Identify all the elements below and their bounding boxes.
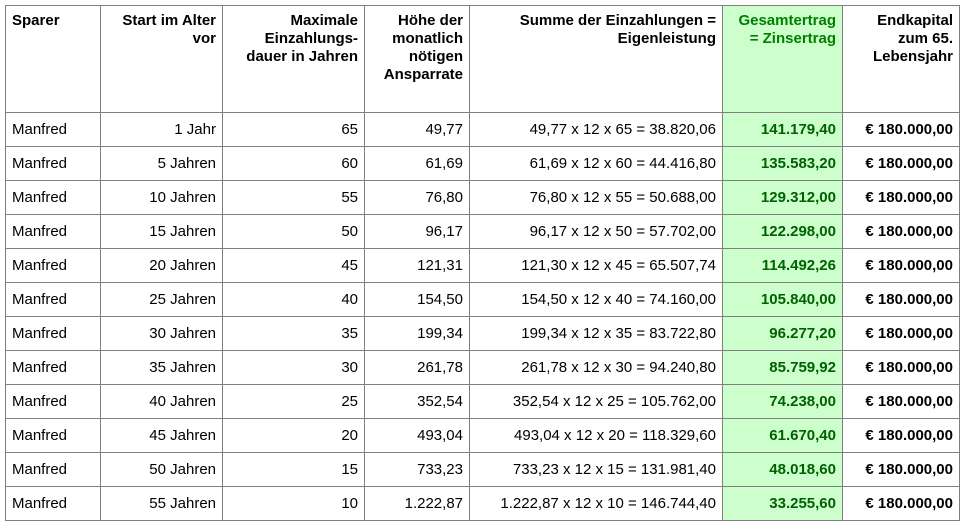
table-header-row: [6, 6, 960, 113]
cell-start-age: 10 Jahren: [101, 181, 223, 215]
cell-total-yield: 74.238,00: [723, 385, 843, 419]
cell-saver: Manfred: [6, 317, 101, 351]
cell-total-yield: 33.255,60: [723, 487, 843, 521]
cell-sum-deposits: 1.222,87 x 12 x 10 = 146.744,40: [470, 487, 723, 521]
cell-duration: 65: [223, 113, 365, 147]
cell-start-age: 25 Jahren: [101, 283, 223, 317]
table-row: [6, 317, 960, 351]
header-monthly-rate: Höhe der monatlich nötigen Ansparrate: [365, 6, 470, 113]
table-row: [6, 453, 960, 487]
header-total-yield: Gesamtertrag = Zinsertrag: [723, 6, 843, 113]
cell-total-yield: 48.018,60: [723, 453, 843, 487]
table-body: [6, 113, 960, 521]
cell-total-yield: 141.179,40: [723, 113, 843, 147]
cell-total-yield: 105.840,00: [723, 283, 843, 317]
cell-final-capital: € 180.000,00: [843, 487, 960, 521]
cell-final-capital: € 180.000,00: [843, 351, 960, 385]
cell-start-age: 30 Jahren: [101, 317, 223, 351]
cell-saver: Manfred: [6, 113, 101, 147]
cell-duration: 30: [223, 351, 365, 385]
cell-sum-deposits: 493,04 x 12 x 20 = 118.329,60: [470, 419, 723, 453]
header-final-capital: Endkapital zum 65. Lebensjahr: [843, 6, 960, 113]
savings-table: [5, 5, 960, 521]
table-row: [6, 385, 960, 419]
cell-start-age: 1 Jahr: [101, 113, 223, 147]
cell-monthly-rate: 49,77: [365, 113, 470, 147]
cell-saver: Manfred: [6, 487, 101, 521]
cell-sum-deposits: 733,23 x 12 x 15 = 131.981,40: [470, 453, 723, 487]
table-row: [6, 283, 960, 317]
cell-duration: 60: [223, 147, 365, 181]
cell-total-yield: 96.277,20: [723, 317, 843, 351]
cell-saver: Manfred: [6, 385, 101, 419]
cell-start-age: 15 Jahren: [101, 215, 223, 249]
cell-start-age: 20 Jahren: [101, 249, 223, 283]
cell-monthly-rate: 76,80: [365, 181, 470, 215]
cell-total-yield: 85.759,92: [723, 351, 843, 385]
cell-total-yield: 61.670,40: [723, 419, 843, 453]
cell-start-age: 5 Jahren: [101, 147, 223, 181]
cell-monthly-rate: 352,54: [365, 385, 470, 419]
cell-sum-deposits: 154,50 x 12 x 40 = 74.160,00: [470, 283, 723, 317]
cell-sum-deposits: 76,80 x 12 x 55 = 50.688,00: [470, 181, 723, 215]
header-max-duration: Maximale Einzahlungs-dauer in Jahren: [223, 6, 365, 113]
cell-start-age: 55 Jahren: [101, 487, 223, 521]
cell-duration: 40: [223, 283, 365, 317]
table-row: [6, 487, 960, 521]
cell-duration: 20: [223, 419, 365, 453]
header-start-age: Start im Alter vor: [101, 6, 223, 113]
cell-final-capital: € 180.000,00: [843, 181, 960, 215]
cell-final-capital: € 180.000,00: [843, 385, 960, 419]
cell-monthly-rate: 96,17: [365, 215, 470, 249]
cell-start-age: 45 Jahren: [101, 419, 223, 453]
cell-sum-deposits: 61,69 x 12 x 60 = 44.416,80: [470, 147, 723, 181]
cell-final-capital: € 180.000,00: [843, 453, 960, 487]
cell-sum-deposits: 261,78 x 12 x 30 = 94.240,80: [470, 351, 723, 385]
cell-sum-deposits: 199,34 x 12 x 35 = 83.722,80: [470, 317, 723, 351]
header-sum-deposits: Summe der Einzahlungen = Eigenleistung: [470, 6, 723, 113]
cell-monthly-rate: 733,23: [365, 453, 470, 487]
cell-saver: Manfred: [6, 147, 101, 181]
cell-monthly-rate: 493,04: [365, 419, 470, 453]
cell-total-yield: 122.298,00: [723, 215, 843, 249]
cell-sum-deposits: 121,30 x 12 x 45 = 65.507,74: [470, 249, 723, 283]
table-row: [6, 181, 960, 215]
cell-saver: Manfred: [6, 181, 101, 215]
table-row: [6, 215, 960, 249]
cell-monthly-rate: 199,34: [365, 317, 470, 351]
table-row: [6, 249, 960, 283]
cell-monthly-rate: 61,69: [365, 147, 470, 181]
cell-start-age: 50 Jahren: [101, 453, 223, 487]
cell-monthly-rate: 261,78: [365, 351, 470, 385]
table-row: [6, 351, 960, 385]
cell-monthly-rate: 121,31: [365, 249, 470, 283]
cell-monthly-rate: 154,50: [365, 283, 470, 317]
table-row: [6, 147, 960, 181]
cell-saver: Manfred: [6, 419, 101, 453]
table-row: [6, 113, 960, 147]
cell-duration: 50: [223, 215, 365, 249]
cell-saver: Manfred: [6, 453, 101, 487]
cell-final-capital: € 180.000,00: [843, 283, 960, 317]
cell-sum-deposits: 49,77 x 12 x 65 = 38.820,06: [470, 113, 723, 147]
cell-saver: Manfred: [6, 249, 101, 283]
cell-total-yield: 135.583,20: [723, 147, 843, 181]
cell-start-age: 35 Jahren: [101, 351, 223, 385]
cell-final-capital: € 180.000,00: [843, 147, 960, 181]
cell-duration: 15: [223, 453, 365, 487]
cell-total-yield: 129.312,00: [723, 181, 843, 215]
cell-final-capital: € 180.000,00: [843, 249, 960, 283]
cell-total-yield: 114.492,26: [723, 249, 843, 283]
cell-final-capital: € 180.000,00: [843, 419, 960, 453]
cell-sum-deposits: 352,54 x 12 x 25 = 105.762,00: [470, 385, 723, 419]
cell-final-capital: € 180.000,00: [843, 113, 960, 147]
header-saver: Sparer: [6, 6, 101, 113]
cell-final-capital: € 180.000,00: [843, 317, 960, 351]
table-row: [6, 419, 960, 453]
cell-saver: Manfred: [6, 351, 101, 385]
cell-duration: 35: [223, 317, 365, 351]
cell-duration: 45: [223, 249, 365, 283]
cell-saver: Manfred: [6, 283, 101, 317]
cell-start-age: 40 Jahren: [101, 385, 223, 419]
cell-duration: 25: [223, 385, 365, 419]
cell-sum-deposits: 96,17 x 12 x 50 = 57.702,00: [470, 215, 723, 249]
cell-final-capital: € 180.000,00: [843, 215, 960, 249]
cell-duration: 10: [223, 487, 365, 521]
cell-duration: 55: [223, 181, 365, 215]
cell-saver: Manfred: [6, 215, 101, 249]
cell-monthly-rate: 1.222,87: [365, 487, 470, 521]
